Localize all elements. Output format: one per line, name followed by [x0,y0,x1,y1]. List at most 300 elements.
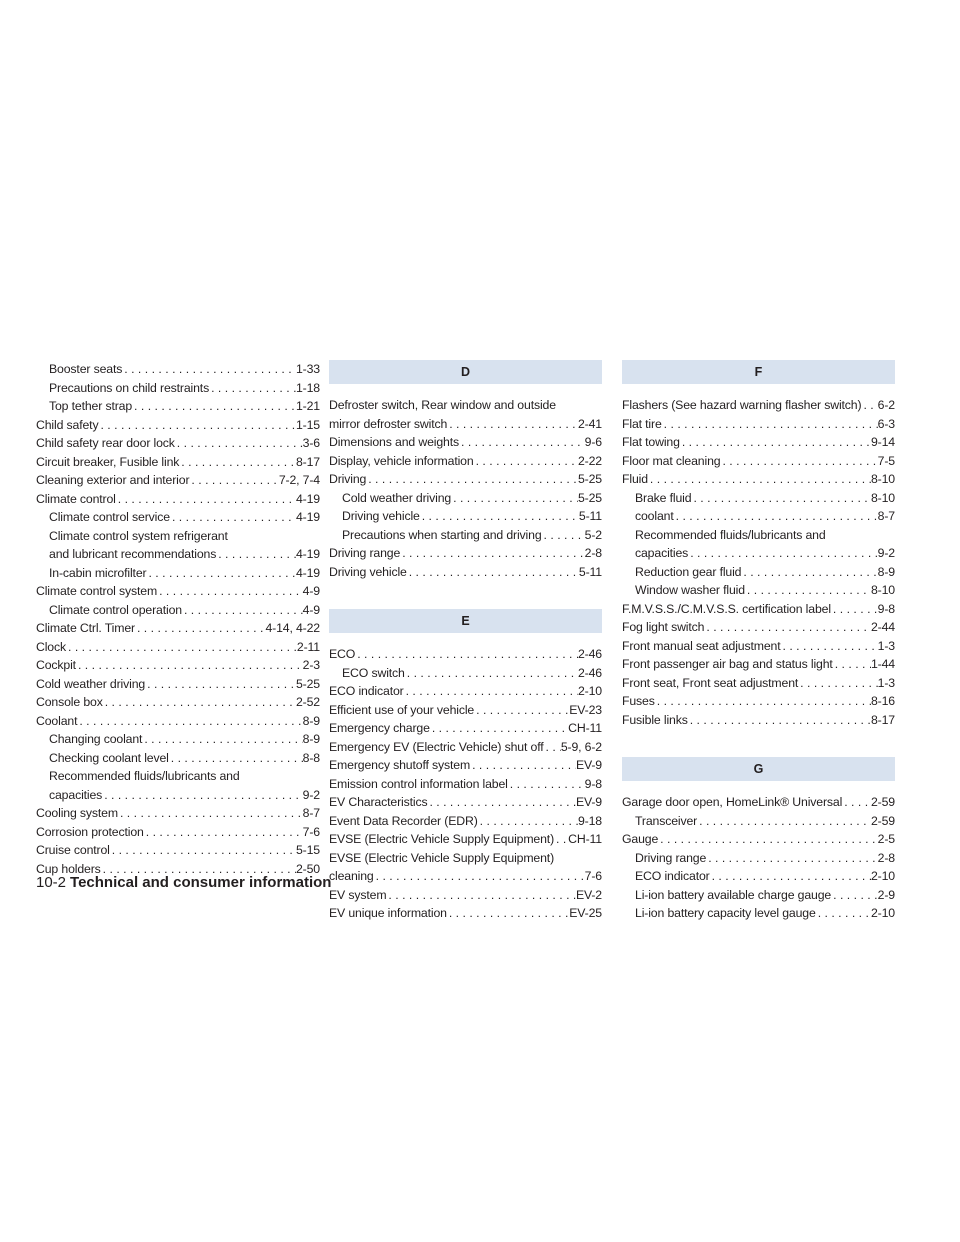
index-entry-page: 2-52 [295,695,320,709]
index-entry-label: Climate control operation [49,602,182,617]
index-entry-label: Climate Ctrl. Timer [36,621,135,635]
dot-leader [216,545,296,564]
dot-leader [66,638,297,657]
dot-leader [508,775,585,794]
index-entry [622,618,895,637]
index-entry-page: 8-9 [302,713,320,728]
index-entry-label: Climate control service [49,510,170,524]
index-entry [36,397,320,416]
index-entry-page: 5-25 [577,472,602,486]
index-entry-page: 2-10 [870,906,895,920]
dot-leader [691,489,871,508]
index-entry [36,582,320,601]
index-entry [36,730,320,749]
index-entry-label: Transceiver [635,813,698,828]
index-entry-label: ECO switch [342,665,405,680]
dot-leader [169,749,303,768]
dot-leader [447,415,578,434]
index-entry-page: 2-59 [870,813,895,828]
index-entry-page: CH-11 [568,721,602,735]
index-entry [622,637,895,656]
index-entry-label: Dimensions and weights [329,435,459,449]
index-entry-label: Clock [36,639,66,654]
dot-leader [798,674,878,693]
index-entry [329,507,602,526]
section-header: D [329,360,602,384]
index-entry-label: F.M.V.S.S./C.M.V.S.S. certification label [622,601,831,616]
index-entry [329,415,602,434]
index-entry-label: EVSE (Electric Vehicle Supply Equipment) [329,832,555,846]
dot-leader [648,470,871,489]
index-entry [329,793,602,812]
index-entry-label: Garage door open, HomeLink® Universal [622,795,843,809]
index-entry-label: Emergency charge [329,721,430,735]
index-entry-page: 2-11 [296,639,320,654]
index-entry-page: 2-3 [302,658,320,672]
dot-leader [741,563,877,582]
index-entry-label: Li-ion battery capacity level gauge [635,906,816,920]
dot-leader [451,489,578,508]
index-entry-label: Driving vehicle [342,509,420,523]
index-entry-label: Efficient use of your vehicle [329,702,475,717]
index-entry-page: 8-7 [877,509,895,523]
index-entry [329,433,602,452]
index-entry-page: 5-15 [295,843,320,857]
index-entry [622,674,895,693]
index-entry [36,841,320,860]
index-entry-label: Console box [36,695,103,709]
index-entry-page: EV-23 [569,702,602,717]
index-entry-label: Booster seats [49,362,123,376]
index-entry-page: 5-25 [577,490,602,505]
index-entry-page: 7-6 [302,824,320,839]
index-entry-label: ECO [329,647,356,661]
index-entry [36,786,320,805]
index-entry-page: 4-19 [295,510,320,524]
dot-leader [780,637,877,656]
index-entry [329,701,602,720]
index-entry-page: 1-33 [295,362,320,376]
index-entry [36,823,320,842]
index-entry-page: 5-9, 6-2 [560,739,602,754]
index-entry-label: cleaning [329,869,374,883]
index-entry-label: Li-ion battery available charge gauge [635,887,832,902]
index-entry [36,508,320,527]
index-entry-label: Flashers (See hazard warning flasher switch) [622,398,862,412]
index-entry-label: mirror defroster switch [329,416,448,431]
index-entry [329,886,602,905]
index-entry [622,867,895,886]
index-entry-label: Display, vehicle information [329,453,474,468]
index-entry-continuation: Recommended fluids/lubricants and [635,527,826,542]
index-entry-page: 5-11 [578,564,602,579]
index-entry-label: Front seat, Front seat adjustment [622,675,799,690]
dot-leader [554,830,568,849]
index-entry-page: 2-9 [877,887,895,902]
index-entry-page: 7-2, 7-4 [278,473,320,487]
dot-leader [132,397,296,416]
index-entry-page: 2-10 [870,869,895,883]
index-entry-label: Emergency EV (Electric Vehicle) shut off [329,739,544,754]
index-entry [36,619,320,638]
index-entry-label: Driving vehicle [329,564,407,579]
dot-leader [688,544,877,563]
index-entry-page: 2-10 [577,684,602,698]
index-entry-page: 2-22 [577,453,602,468]
dot-leader [706,849,877,868]
index-entry-label: capacities [635,546,689,560]
index-entry-label: ECO indicator [635,869,710,883]
index-entry-page: 2-44 [870,620,895,634]
index-entry [622,489,895,508]
dot-leader [542,526,585,545]
index-entry-label: Front manual seat adjustment [622,638,781,653]
index-entry-label: Event Data Recorder (EDR) [329,813,478,828]
index-entry-label: Emission control information label [329,776,508,791]
index-entry-label: Cruise control [36,843,110,857]
index-entry-label: Child safety rear door lock [36,436,175,450]
index-entry-label: Top tether strap [49,399,133,413]
section-header: E [329,609,602,633]
index-entry-label: Checking coolant level [49,750,169,765]
index-entry-label: ECO indicator [329,684,404,698]
index-entry-page: 1-3 [877,675,895,690]
index-entry [329,645,602,664]
dot-leader [146,564,296,583]
index-entry-label: Brake fluid [635,490,692,505]
index-entry [622,600,895,619]
dot-leader [704,618,871,637]
index-entry-label: Emergency shutoff system [329,758,471,772]
index-entry-page: 2-46 [577,647,602,661]
index-entry-label: Reduction gear fluid [635,564,742,579]
index-entry [36,693,320,712]
dot-leader [861,396,877,415]
index-column-2 [329,360,602,923]
index-entry-page: 9-2 [877,546,895,560]
index-entry [329,775,602,794]
index-entry-label: EV unique information [329,906,447,920]
dot-leader [662,415,878,434]
index-entry-page: 1-15 [295,417,320,432]
index-entry-page: 4-19 [295,547,320,561]
index-entry [36,379,320,398]
dot-leader [189,471,278,490]
dot-leader [135,619,265,638]
index-entry-page: 2-59 [870,795,895,809]
dot-leader [145,675,296,694]
index-entry [329,470,602,489]
index-entry [622,452,895,471]
dot-leader [474,452,578,471]
index-entry-label: In-cabin microfilter [49,565,147,580]
index-entry-page: 8-8 [302,750,320,765]
dot-leader [122,360,296,379]
index-entry-label: Front passenger air bag and status light [622,657,833,671]
dot-leader [209,379,296,398]
index-entry-page: 1-21 [295,399,320,413]
index-entry-page: 4-19 [295,491,320,506]
index-entry-label: Cold weather driving [36,676,146,691]
dot-leader [77,712,302,731]
index-entry-label: EV system [329,887,387,902]
index-entry-label: and lubricant recommendations [49,547,217,561]
index-entry-continuation: Recommended fluids/lubricants and [49,769,240,783]
index-entry-page: 8-10 [870,583,895,597]
index-entry [36,675,320,694]
index-entry-page: 4-9 [302,602,320,617]
index-entry-page: 7-5 [877,453,895,468]
dot-leader [427,793,576,812]
dot-leader [144,823,303,842]
index-entry-label: Driving range [329,546,401,560]
index-entry-label: Fluid [622,472,648,486]
index-entry [329,664,602,683]
index-entry [329,756,602,775]
index-entry [622,470,895,489]
index-entry [36,360,320,379]
index-entry [622,415,895,434]
index-entry-label: Fusible links [622,712,688,727]
index-entry [36,490,320,509]
dot-leader [720,452,877,471]
index-entry [329,738,602,757]
index-entry [36,416,320,435]
index-entry [329,867,602,886]
index-entry-page: 9-2 [302,787,320,802]
dot-leader [459,433,585,452]
dot-leader [98,416,296,435]
index-entry [622,904,895,923]
index-entry-page: 8-16 [870,694,895,708]
index-entry-page: 2-41 [577,416,602,431]
index-entry-page: EV-25 [569,906,602,920]
index-entry [622,886,895,905]
dot-leader [76,656,303,675]
index-entry-page: 7-6 [584,869,602,883]
index-entry [36,601,320,620]
page-footer [36,874,331,891]
index-entry-label: Changing coolant [49,732,143,746]
index-entry [329,812,602,831]
dot-leader [157,582,303,601]
dot-leader [816,904,871,923]
index-entry-label: Floor mat cleaning [622,453,721,468]
dot-leader [142,730,302,749]
index-entry [36,656,320,675]
dot-leader [474,701,569,720]
index-entry-page: 5-2 [584,527,602,542]
index-entry [36,712,320,731]
index-entry [622,563,895,582]
dot-leader [470,756,576,775]
dot-leader [179,453,296,472]
dot-leader [710,867,871,886]
index-entry-label: EV Characteristics [329,795,428,809]
index-entry-label: Flat tire [622,416,662,431]
index-entry [622,396,895,415]
index-entry-page: 1-18 [295,380,320,395]
index-entry-continuation: Climate control system refrigerant [49,528,228,543]
index-entry [622,655,895,674]
dot-leader [420,507,579,526]
dot-leader [745,581,871,600]
index-entry [36,545,320,564]
index-column-1 [36,360,320,878]
index-entry [622,507,895,526]
index-entry-page: 4-19 [295,565,320,580]
index-entry-page: 2-8 [877,850,895,865]
index-entry [36,804,320,823]
index-entry-label: Child safety [36,417,99,432]
index-entry-label: Cooling system [36,806,118,820]
dot-leader [697,812,871,831]
index-entry [329,682,602,701]
index-entry [622,544,895,563]
index-entry [622,433,895,452]
index-entry-page: 4-14, 4-22 [265,621,320,635]
dot-leader [688,711,871,730]
dot-leader [355,645,578,664]
dot-leader [386,886,576,905]
dot-leader [374,867,585,886]
index-entry [622,581,895,600]
dot-leader [658,830,878,849]
dot-leader [674,507,878,526]
dot-leader [102,786,302,805]
index-entry-page: 9-6 [584,435,602,449]
index-entry-page: 8-10 [870,472,895,486]
dot-leader [430,719,568,738]
index-entry-label: Cup holders [36,861,101,876]
index-entry [36,749,320,768]
index-entry-label: Circuit breaker, Fusible link [36,454,180,469]
dot-leader [842,793,871,812]
index-entry-page: 2-46 [577,665,602,680]
index-entry-label: Driving range [635,850,707,865]
index-entry-page: 4-9 [302,584,320,598]
dot-leader [103,693,296,712]
dot-leader [404,682,578,701]
index-entry-label: Cockpit [36,658,76,672]
dot-leader [831,600,878,619]
index-entry [622,793,895,812]
index-entry-page: 2-50 [295,861,320,876]
index-entry [622,849,895,868]
page-number: 10-2 [36,874,67,891]
index-entry [622,711,895,730]
index-entry-page: 9-8 [584,776,602,791]
section-gap [622,729,895,757]
index-entry-page: CH-11 [568,832,602,846]
index-entry-page: 1-44 [870,657,895,671]
index-entry-page: 1-3 [877,638,895,653]
index-entry-label: Coolant [36,713,78,728]
dot-leader [407,563,579,582]
dot-leader [655,692,871,711]
index-entry-page: 8-9 [877,564,895,579]
index-entry-page: 6-3 [877,416,895,431]
index-entry-label: Precautions on child restraints [49,380,210,395]
index-entry-page: 8-10 [870,490,895,505]
index-entry-continuation: Defroster switch, Rear window and outside [329,398,556,412]
index-entry-label: Cleaning exterior and interior [36,473,190,487]
index-entry-label: Precautions when starting and driving [342,527,542,542]
index-entry [329,489,602,508]
index-entry-label: Fog light switch [622,620,705,634]
dot-leader [366,470,578,489]
index-entry [329,526,602,545]
index-entry-label: Gauge [622,832,659,846]
index-entry [36,638,320,657]
dot-leader [182,601,303,620]
section-header: F [622,360,895,384]
index-entry-label: Flat towing [622,435,680,449]
index-entry-page: 8-9 [302,732,320,746]
index-entry-page: 9-8 [877,601,895,616]
index-entry-page: 2-5 [877,832,895,846]
index-entry-page: 5-25 [295,676,320,691]
index-entry [329,719,602,738]
index-entry-page: 8-17 [870,712,895,727]
index-entry-page: 6-2 [877,398,895,412]
dot-leader [405,664,578,683]
dot-leader [175,434,303,453]
index-entry-page: EV-9 [575,795,602,809]
dot-leader [544,738,561,757]
index-entry [329,904,602,923]
index-entry-page: 3-6 [302,436,320,450]
index-entry-page: 8-7 [302,806,320,820]
index-entry [329,563,602,582]
index-entry-page: 9-18 [577,813,602,828]
dot-leader [400,544,584,563]
index-entry [622,812,895,831]
index-entry-continuation: EVSE (Electric Vehicle Supply Equipment) [329,850,555,865]
index-entry-label: Climate control system [36,584,158,598]
index-entry-label: Corrosion protection [36,824,144,839]
dot-leader [110,841,296,860]
dot-leader [447,904,569,923]
index-entry [329,544,602,563]
index-entry [36,434,320,453]
index-entry [36,453,320,472]
index-entry [36,564,320,583]
index-column-3 [622,360,895,923]
index-entry-label: Climate control [36,491,116,506]
section-title: Technical and consumer information [70,874,332,891]
index-entry-label: Cold weather driving [342,490,452,505]
index-entry-page: EV-2 [575,887,602,902]
index-entry-page: 8-17 [295,454,320,469]
index-entry-page: 9-14 [870,435,895,449]
dot-leader [831,886,878,905]
index-entry-label: Driving [329,472,367,486]
dot-leader [680,433,871,452]
index-entry [329,830,602,849]
dot-leader [116,490,296,509]
dot-leader [170,508,296,527]
index-entry [329,452,602,471]
index-entry [622,830,895,849]
index-entry-label: Window washer fluid [635,583,745,597]
index-entry-page: EV-9 [575,758,602,772]
section-gap [329,581,602,609]
index-entry [36,471,320,490]
dot-leader [118,804,303,823]
section-header: G [622,757,895,781]
dot-leader [833,655,871,674]
